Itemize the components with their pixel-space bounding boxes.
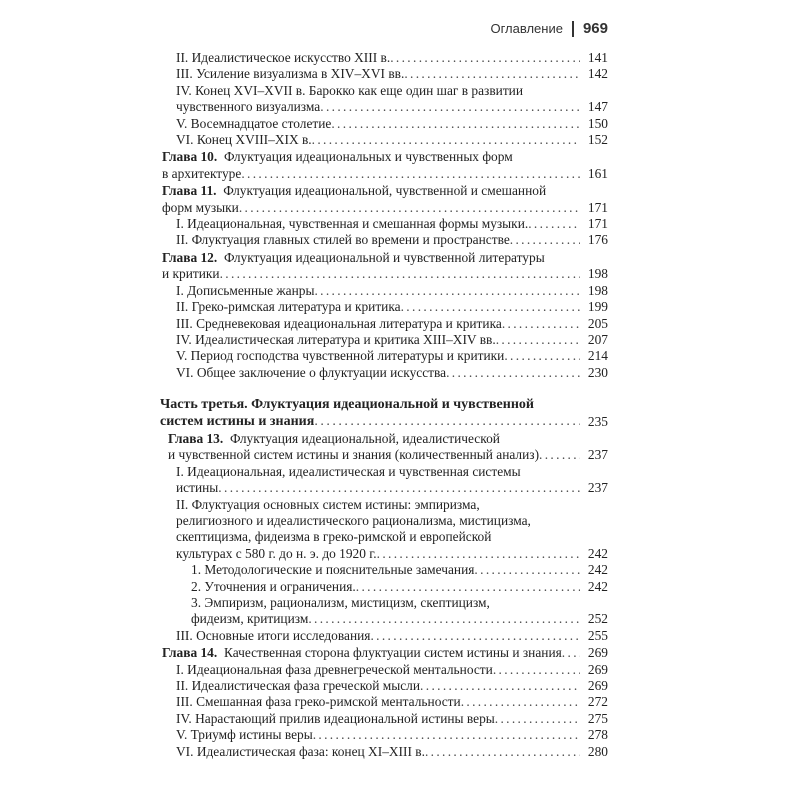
entry-page-number: 237 bbox=[587, 447, 608, 463]
chapter-label: Глава 14. bbox=[162, 645, 218, 661]
toc-item bbox=[162, 464, 608, 497]
dot-leader bbox=[320, 99, 580, 115]
entry-title: 1. Методологические и пояснительные замечания bbox=[191, 562, 475, 578]
toc-line bbox=[162, 183, 608, 199]
entry-page-number: 242 bbox=[587, 545, 608, 561]
dot-leader bbox=[239, 200, 580, 216]
dot-leader bbox=[220, 266, 580, 282]
toc-item bbox=[162, 83, 608, 116]
dot-leader bbox=[241, 166, 580, 182]
dot-leader bbox=[312, 132, 580, 148]
toc-line bbox=[168, 431, 608, 447]
section-title: Оглавление bbox=[490, 21, 563, 36]
toc-line bbox=[176, 464, 608, 480]
toc-line bbox=[176, 132, 608, 148]
dot-leader bbox=[356, 579, 580, 595]
entry-page-number: 152 bbox=[587, 132, 608, 148]
toc-line bbox=[176, 283, 608, 299]
entry-title: Часть третья. Флуктуация идеациональной и чувственной bbox=[160, 397, 534, 413]
entry-title: 2. Уточнения и ограничения. bbox=[191, 578, 356, 594]
entry-title: I. Идеациональная, идеалистическая и чувственная системы bbox=[176, 463, 521, 479]
toc-line bbox=[176, 628, 608, 644]
dot-leader bbox=[562, 645, 580, 661]
dot-leader bbox=[446, 365, 580, 381]
entry-title: V. Восемнадцатое столетие bbox=[176, 115, 332, 131]
entry-title: II. Флуктуация главных стилей во времени и пространстве bbox=[176, 232, 510, 248]
toc-line bbox=[176, 662, 608, 678]
entry-page-number: 199 bbox=[587, 299, 608, 315]
page-number: 969 bbox=[582, 20, 608, 37]
toc-line bbox=[176, 513, 608, 529]
dot-leader bbox=[510, 232, 580, 248]
header-divider bbox=[572, 21, 574, 37]
entry-title: Флуктуация идеациональной и чувственной литературы bbox=[223, 249, 545, 265]
entry-page-number: 176 bbox=[587, 232, 608, 248]
entry-page-number: 214 bbox=[587, 348, 608, 364]
entry-title: религиозного и идеалистического рационализма, мистицизма, bbox=[176, 512, 531, 528]
dot-leader bbox=[502, 316, 580, 332]
toc-item bbox=[162, 497, 608, 563]
dot-leader bbox=[390, 50, 580, 66]
toc-line bbox=[176, 99, 608, 115]
dot-leader bbox=[504, 348, 580, 364]
entry-title: Флуктуация идеациональной, чувственной и смешанной bbox=[223, 183, 547, 199]
toc-line bbox=[160, 414, 608, 430]
dot-leader bbox=[377, 546, 580, 562]
toc-line bbox=[191, 595, 608, 611]
toc-line bbox=[176, 316, 608, 332]
toc-item bbox=[162, 678, 608, 694]
toc-line bbox=[176, 694, 608, 710]
toc-line bbox=[176, 216, 608, 232]
toc-line bbox=[162, 645, 608, 661]
toc-item bbox=[162, 662, 608, 678]
entry-title: II. Греко-римская литература и критика bbox=[176, 299, 401, 315]
entry-title: и чувственной систем истины и знания (количественный анализ) bbox=[168, 447, 540, 463]
entry-title: скептицизма, фидеизма в греко-римской и европейской bbox=[176, 529, 492, 545]
toc-item bbox=[162, 727, 608, 743]
toc-line bbox=[168, 447, 608, 463]
toc-line bbox=[162, 250, 608, 266]
entry-page-number: 198 bbox=[587, 282, 608, 298]
entry-title: II. Идеалистическая фаза греческой мысли bbox=[176, 678, 421, 694]
entry-page-number: 235 bbox=[587, 413, 608, 429]
toc-item bbox=[162, 216, 608, 232]
entry-title: III. Усиление визуализма в XIV–XVI вв. bbox=[176, 66, 405, 82]
toc-line bbox=[176, 66, 608, 82]
dot-leader bbox=[331, 116, 580, 132]
entry-title: II. Идеалистическое искусство XIII в. bbox=[176, 50, 391, 65]
dot-leader bbox=[461, 694, 580, 710]
toc-line bbox=[176, 678, 608, 694]
chapter-label: Глава 12. bbox=[162, 249, 218, 265]
toc-line bbox=[176, 116, 608, 132]
entry-page-number: 242 bbox=[587, 562, 608, 578]
dot-leader bbox=[370, 628, 580, 644]
toc-item bbox=[162, 332, 608, 348]
toc-chapter bbox=[162, 431, 608, 464]
dot-leader bbox=[314, 414, 580, 430]
toc-line bbox=[191, 562, 608, 578]
toc-item bbox=[162, 744, 608, 760]
entry-title: V. Период господства чувственной литературы и критики bbox=[176, 348, 505, 364]
entry-title: культурах с 580 г. до н. э. до 1920 г. bbox=[176, 545, 377, 561]
entry-title: VI. Общее заключение о флуктуации искусства bbox=[176, 364, 447, 380]
toc-item bbox=[162, 562, 608, 578]
chapter-label: Глава 13. bbox=[168, 430, 224, 446]
dot-leader bbox=[425, 744, 580, 760]
entry-title: VI. Конец XVIII–XIX в. bbox=[176, 132, 312, 148]
dot-leader bbox=[539, 447, 580, 463]
toc-chapter bbox=[162, 183, 608, 216]
dot-leader bbox=[314, 283, 580, 299]
dot-leader bbox=[474, 562, 580, 578]
toc-line bbox=[176, 348, 608, 364]
toc-line bbox=[176, 497, 608, 513]
entry-page-number: 230 bbox=[587, 364, 608, 380]
entry-title: систем истины и знания bbox=[160, 413, 315, 429]
entry-page-number: 237 bbox=[587, 480, 608, 496]
dot-leader bbox=[493, 662, 580, 678]
entry-page-number: 242 bbox=[587, 578, 608, 594]
entry-page-number: 150 bbox=[587, 115, 608, 131]
toc-line bbox=[176, 727, 608, 743]
entry-title: фидеизм, критицизм bbox=[191, 611, 309, 627]
toc-item bbox=[162, 711, 608, 727]
toc-line bbox=[176, 83, 608, 99]
entry-page-number: 161 bbox=[587, 165, 608, 181]
entry-page-number: 142 bbox=[587, 66, 608, 82]
dot-leader bbox=[404, 66, 580, 82]
dot-leader bbox=[496, 332, 580, 348]
entry-title: II. Флуктуация основных систем истины: эмпиризма, bbox=[176, 496, 480, 512]
toc-line bbox=[176, 744, 608, 760]
dot-leader bbox=[218, 480, 580, 496]
entry-page-number: 171 bbox=[587, 216, 608, 232]
toc-chapter bbox=[162, 250, 608, 283]
dot-leader bbox=[420, 678, 580, 694]
toc-item bbox=[162, 132, 608, 148]
entry-page-number: 147 bbox=[587, 99, 608, 115]
entry-title: III. Основные итоги исследования bbox=[176, 627, 371, 643]
toc-line bbox=[176, 232, 608, 248]
entry-title: 3. Эмпиризм, рационализм, мистицизм, скептицизм, bbox=[191, 595, 490, 610]
entry-page-number: 278 bbox=[587, 727, 608, 743]
toc-item bbox=[162, 316, 608, 332]
entry-page-number: 269 bbox=[587, 678, 608, 694]
running-header bbox=[490, 20, 608, 37]
toc-item bbox=[162, 66, 608, 82]
entry-title: форм музыки bbox=[162, 199, 239, 215]
chapter-label: Глава 10. bbox=[162, 149, 218, 165]
toc-line bbox=[176, 50, 608, 66]
toc-line bbox=[191, 579, 608, 595]
toc-line bbox=[160, 397, 608, 413]
entry-page-number: 252 bbox=[587, 611, 608, 627]
toc-line bbox=[176, 365, 608, 381]
toc-item bbox=[162, 283, 608, 299]
entry-title: I. Дописьменные жанры bbox=[176, 282, 315, 298]
toc-line bbox=[162, 166, 608, 182]
entry-title: Флуктуация идеациональных и чувственных форм bbox=[223, 149, 513, 165]
entry-title: Качественная сторона флуктуации систем истины и знания bbox=[223, 645, 562, 661]
entry-title: III. Смешанная фаза греко-римской ментальности bbox=[176, 694, 461, 710]
toc-item bbox=[162, 694, 608, 710]
toc-line bbox=[191, 611, 608, 627]
toc-line bbox=[176, 480, 608, 496]
entry-title: истины bbox=[176, 480, 219, 496]
table-of-contents bbox=[162, 50, 608, 760]
entry-title: III. Средневековая идеациональная литература и критика bbox=[176, 315, 502, 331]
toc-line bbox=[176, 711, 608, 727]
entry-title: IV. Конец XVI–XVII в. Барокко как еще один шаг в развитии bbox=[176, 82, 524, 98]
toc-line bbox=[176, 299, 608, 315]
dot-leader bbox=[401, 299, 580, 315]
entry-page-number: 269 bbox=[587, 661, 608, 677]
toc-chapter bbox=[162, 645, 608, 661]
entry-page-number: 141 bbox=[587, 50, 608, 65]
toc-item bbox=[162, 50, 608, 66]
toc-line bbox=[162, 200, 608, 216]
entry-title: V. Триумф истины веры bbox=[176, 727, 313, 743]
entry-page-number: 171 bbox=[587, 199, 608, 215]
entry-title: I. Идеациональная фаза древнегреческой ментальности bbox=[176, 661, 493, 677]
entry-page-number: 272 bbox=[587, 694, 608, 710]
entry-page-number: 207 bbox=[587, 331, 608, 347]
entry-title: и критики bbox=[162, 266, 220, 282]
toc-item bbox=[162, 232, 608, 248]
entry-title: IV. Идеалистическая литература и критика XIII–XIV вв. bbox=[176, 331, 496, 347]
toc-item bbox=[162, 579, 608, 595]
entry-page-number: 255 bbox=[587, 627, 608, 643]
toc-item bbox=[162, 299, 608, 315]
entry-page-number: 275 bbox=[587, 710, 608, 726]
entry-page-number: 205 bbox=[587, 315, 608, 331]
toc-part bbox=[160, 397, 608, 430]
dot-leader bbox=[495, 711, 580, 727]
toc-line bbox=[176, 332, 608, 348]
entry-title: чувственного визуализма bbox=[176, 99, 321, 115]
toc-line bbox=[162, 149, 608, 165]
entry-title: Флуктуация идеациональной, идеалистической bbox=[229, 430, 500, 446]
entry-title: IV. Нарастающий прилив идеациональной истины веры bbox=[176, 710, 495, 726]
toc-line bbox=[176, 546, 608, 562]
entry-title: в архитектуре bbox=[162, 165, 242, 181]
dot-leader bbox=[528, 216, 580, 232]
dot-leader bbox=[308, 611, 580, 627]
entry-title: I. Идеациональная, чувственная и смешанная формы музыки. bbox=[176, 216, 529, 232]
entry-page-number: 280 bbox=[587, 743, 608, 759]
entry-page-number: 198 bbox=[587, 266, 608, 282]
toc-item bbox=[162, 365, 608, 381]
toc-item bbox=[162, 595, 608, 628]
toc-item bbox=[162, 116, 608, 132]
entry-title: VI. Идеалистическая фаза: конец XI–XIII в. bbox=[176, 743, 425, 759]
entry-page-number: 269 bbox=[587, 645, 608, 661]
chapter-label: Глава 11. bbox=[162, 183, 217, 199]
toc-line bbox=[176, 529, 608, 545]
toc-item bbox=[162, 348, 608, 364]
toc-item bbox=[162, 628, 608, 644]
toc-line bbox=[162, 266, 608, 282]
dot-leader bbox=[313, 727, 580, 743]
toc-chapter bbox=[162, 149, 608, 182]
